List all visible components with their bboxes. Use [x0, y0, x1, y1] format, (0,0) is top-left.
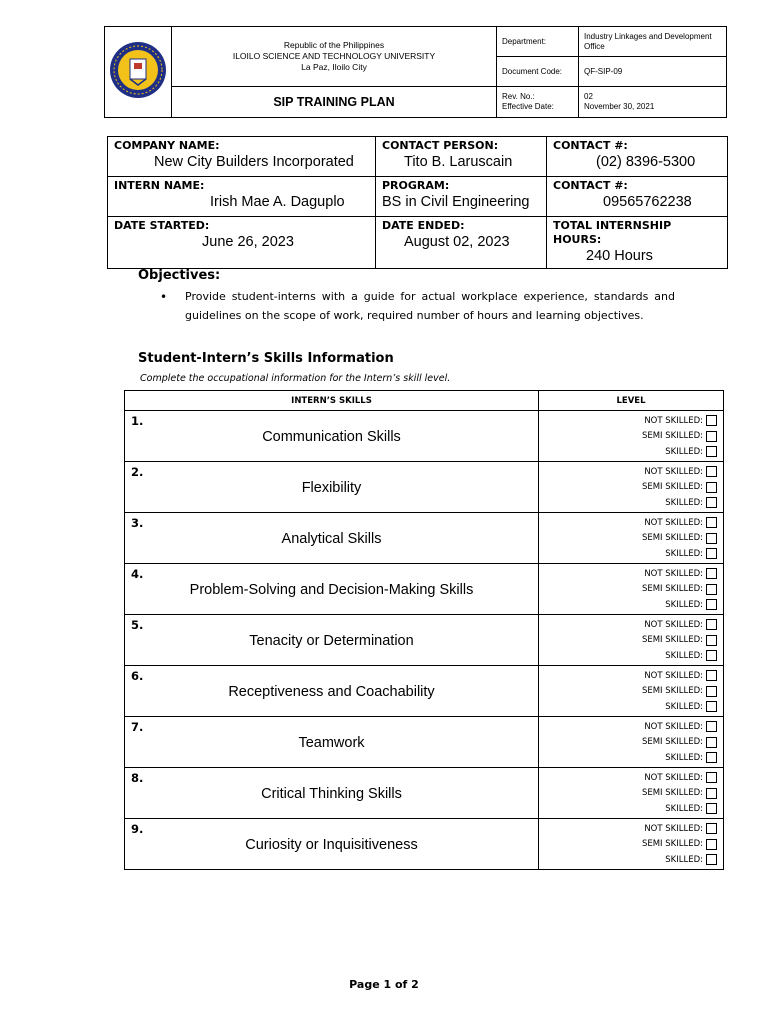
effective-date-label: Effective Date:	[502, 102, 554, 111]
level-label: SEMI SKILLED:	[641, 584, 703, 595]
objectives-title: Objectives:	[138, 268, 221, 283]
contact2-value[interactable]: 09565762238	[603, 194, 692, 210]
skill-cell	[125, 564, 539, 615]
skilled-checkbox[interactable]	[706, 650, 717, 661]
skill-cell	[125, 768, 539, 819]
semi-skilled-checkbox[interactable]	[706, 533, 717, 544]
level-label: NOT SKILLED:	[644, 517, 703, 528]
skilled-checkbox[interactable]	[706, 752, 717, 763]
semi-skilled-checkbox[interactable]	[706, 686, 717, 697]
level-cell	[539, 717, 724, 768]
skilled-checkbox[interactable]	[706, 497, 717, 508]
level-option-semi-skilled	[539, 582, 717, 598]
level-label: NOT SKILLED:	[644, 415, 703, 426]
skill-cell	[125, 513, 539, 564]
date-started-value[interactable]: June 26, 2023	[202, 234, 294, 250]
level-option-not-skilled	[539, 464, 717, 480]
skill-name: Communication Skills	[262, 428, 401, 445]
objective-item: • Provide student-interns with a guide for actual workplace experience, standards and guidelines on the scope of work, required number of hours and learning objectives.	[160, 288, 675, 325]
intern-cell	[108, 177, 376, 217]
university-name: ILOILO SCIENCE AND TECHNOLOGY UNIVERSITY	[232, 51, 436, 61]
skilled-checkbox[interactable]	[706, 701, 717, 712]
skill-row	[125, 462, 724, 513]
page-number: Page 1 of 2	[349, 978, 419, 991]
contact-person-label: CONTACT PERSON:	[382, 139, 499, 152]
level-cell	[539, 768, 724, 819]
level-option-skilled	[539, 750, 717, 766]
total-hours-value[interactable]: 240 Hours	[586, 248, 653, 264]
level-option-not-skilled	[539, 719, 717, 735]
level-option-semi-skilled	[539, 786, 717, 802]
skill-cell	[125, 819, 539, 870]
semi-skilled-checkbox[interactable]	[706, 737, 717, 748]
form-title: SIP TRAINING PLAN	[172, 87, 497, 118]
semi-skilled-checkbox[interactable]	[706, 482, 717, 493]
level-option-not-skilled	[539, 821, 717, 837]
level-cell	[539, 666, 724, 717]
level-label: SEMI SKILLED:	[641, 533, 703, 544]
date-started-label: DATE STARTED:	[114, 219, 210, 232]
level-option-skilled	[539, 546, 717, 562]
rev-label: Rev. No.:	[502, 92, 535, 101]
level-option-skilled	[539, 444, 717, 460]
skill-number: 3.	[131, 516, 144, 530]
level-label: SEMI SKILLED:	[641, 788, 703, 799]
republic-text: Republic of the Philippines	[283, 40, 385, 50]
skill-number: 6.	[131, 669, 144, 683]
skill-name: Receptiveness and Coachability	[228, 683, 435, 700]
semi-skilled-checkbox[interactable]	[706, 839, 717, 850]
not-skilled-checkbox[interactable]	[706, 721, 717, 732]
skill-row	[125, 666, 724, 717]
intern-value[interactable]: Irish Mae A. Daguplo	[210, 194, 345, 210]
skilled-checkbox[interactable]	[706, 548, 717, 559]
level-option-skilled	[539, 597, 717, 613]
skills-section-title: Student-Intern’s Skills Information	[138, 351, 394, 366]
logo-cell	[105, 27, 172, 118]
level-label: SEMI SKILLED:	[641, 839, 703, 850]
company-cell	[108, 137, 376, 177]
skill-row	[125, 564, 724, 615]
level-option-semi-skilled	[539, 837, 717, 853]
contact-person-cell	[376, 137, 547, 177]
level-option-semi-skilled	[539, 684, 717, 700]
semi-skilled-checkbox[interactable]	[706, 431, 717, 442]
skilled-checkbox[interactable]	[706, 446, 717, 457]
level-cell	[539, 819, 724, 870]
level-option-not-skilled	[539, 668, 717, 684]
level-label: SKILLED:	[665, 752, 703, 763]
level-option-not-skilled	[539, 515, 717, 531]
university-address: La Paz, Iloilo City	[301, 62, 367, 72]
level-option-skilled	[539, 699, 717, 715]
objectives-list	[160, 288, 675, 325]
skill-cell	[125, 717, 539, 768]
skills-rows	[125, 411, 724, 870]
skill-name: Teamwork	[298, 734, 365, 751]
level-label: SKILLED:	[665, 599, 703, 610]
not-skilled-checkbox[interactable]	[706, 823, 717, 834]
skill-name: Critical Thinking Skills	[261, 785, 402, 802]
skills-column-header: INTERN’S SKILLS	[125, 391, 539, 411]
skill-row	[125, 768, 724, 819]
level-option-not-skilled	[539, 413, 717, 429]
skill-number: 1.	[131, 414, 144, 428]
level-option-skilled	[539, 495, 717, 511]
department-value: Industry Linkages and Development Office	[579, 27, 727, 57]
contact2-cell	[547, 177, 728, 217]
date-started-cell	[108, 217, 376, 269]
level-cell	[539, 513, 724, 564]
rev-effective-labels	[497, 87, 579, 118]
skill-row	[125, 513, 724, 564]
skill-number: 2.	[131, 465, 144, 479]
skill-row	[125, 615, 724, 666]
level-option-not-skilled	[539, 566, 717, 582]
level-label: SEMI SKILLED:	[641, 737, 703, 748]
level-option-semi-skilled	[539, 429, 717, 445]
contact1-value[interactable]: (02) 8396-5300	[596, 154, 696, 170]
level-option-skilled	[539, 852, 717, 868]
skill-cell	[125, 615, 539, 666]
level-label: NOT SKILLED:	[644, 823, 703, 834]
document-code-label: Document Code:	[497, 57, 579, 87]
level-label: SKILLED:	[665, 650, 703, 661]
program-value[interactable]: BS in Civil Engineering	[382, 194, 530, 210]
semi-skilled-checkbox[interactable]	[706, 584, 717, 595]
level-label: SKILLED:	[665, 701, 703, 712]
level-label: SKILLED:	[665, 497, 703, 508]
not-skilled-checkbox[interactable]	[706, 772, 717, 783]
skill-name: Analytical Skills	[281, 530, 382, 547]
level-option-semi-skilled	[539, 735, 717, 751]
level-column-header: LEVEL	[539, 391, 724, 411]
company-value[interactable]: New City Builders Incorporated	[154, 154, 354, 170]
level-label: SEMI SKILLED:	[641, 686, 703, 697]
skill-name: Tenacity or Determination	[249, 632, 414, 649]
rev-effective-values	[579, 87, 727, 118]
skill-name: Problem-Solving and Decision-Making Skills	[189, 581, 474, 598]
level-cell	[539, 462, 724, 513]
level-label: NOT SKILLED:	[644, 721, 703, 732]
level-option-not-skilled	[539, 617, 717, 633]
semi-skilled-checkbox[interactable]	[706, 635, 717, 646]
university-block	[172, 27, 497, 87]
skilled-checkbox[interactable]	[706, 854, 717, 865]
skilled-checkbox[interactable]	[706, 599, 717, 610]
level-cell	[539, 411, 724, 462]
level-cell	[539, 564, 724, 615]
skill-number: 7.	[131, 720, 144, 734]
level-label: SEMI SKILLED:	[641, 482, 703, 493]
semi-skilled-checkbox[interactable]	[706, 788, 717, 799]
level-option-skilled	[539, 801, 717, 817]
level-label: NOT SKILLED:	[644, 772, 703, 783]
level-label: SKILLED:	[665, 446, 703, 457]
skill-cell	[125, 666, 539, 717]
not-skilled-checkbox[interactable]	[706, 517, 717, 528]
total-hours-cell	[547, 217, 728, 269]
level-label: NOT SKILLED:	[644, 619, 703, 630]
contact1-cell	[547, 137, 728, 177]
not-skilled-checkbox[interactable]	[706, 670, 717, 681]
contact1-label: CONTACT #:	[553, 139, 628, 152]
skill-cell	[125, 411, 539, 462]
total-hours-label: TOTAL INTERNSHIP HOURS:	[553, 219, 672, 246]
effective-date-value: November 30, 2021	[584, 102, 655, 111]
skill-row	[125, 717, 724, 768]
level-label: SKILLED:	[665, 803, 703, 814]
level-label: SEMI SKILLED:	[641, 431, 703, 442]
company-label: COMPANY NAME:	[114, 139, 220, 152]
skills-instruction: Complete the occupational information for the Intern’s skill level.	[140, 373, 451, 384]
not-skilled-checkbox[interactable]	[706, 466, 717, 477]
intern-info-table	[107, 136, 728, 269]
level-label: NOT SKILLED:	[644, 568, 703, 579]
date-ended-cell	[376, 217, 547, 269]
skill-number: 5.	[131, 618, 144, 632]
level-option-semi-skilled	[539, 480, 717, 496]
program-label: PROGRAM:	[382, 179, 450, 192]
not-skilled-checkbox[interactable]	[706, 415, 717, 426]
skill-row	[125, 819, 724, 870]
level-label: SKILLED:	[665, 548, 703, 559]
department-label: Department:	[497, 27, 579, 57]
date-ended-label: DATE ENDED:	[382, 219, 465, 232]
not-skilled-checkbox[interactable]	[706, 619, 717, 630]
university-seal-icon	[108, 40, 168, 100]
skilled-checkbox[interactable]	[706, 803, 717, 814]
skill-row	[125, 411, 724, 462]
level-option-skilled	[539, 648, 717, 664]
program-cell	[376, 177, 547, 217]
skill-number: 8.	[131, 771, 144, 785]
skills-table	[124, 390, 724, 870]
rev-value: 02	[584, 92, 593, 101]
contact2-label: CONTACT #:	[553, 179, 628, 192]
document-code-value: QF-SIP-09	[579, 57, 727, 87]
level-cell	[539, 615, 724, 666]
skill-number: 4.	[131, 567, 144, 581]
skill-cell	[125, 462, 539, 513]
not-skilled-checkbox[interactable]	[706, 568, 717, 579]
level-label: NOT SKILLED:	[644, 466, 703, 477]
level-label: SKILLED:	[665, 854, 703, 865]
level-label: SEMI SKILLED:	[641, 635, 703, 646]
skill-name: Curiosity or Inquisitiveness	[245, 836, 418, 853]
skill-name: Flexibility	[301, 479, 362, 496]
level-option-not-skilled	[539, 770, 717, 786]
date-ended-value[interactable]: August 02, 2023	[404, 234, 510, 250]
level-label: NOT SKILLED:	[644, 670, 703, 681]
level-option-semi-skilled	[539, 633, 717, 649]
level-option-semi-skilled	[539, 531, 717, 547]
skill-number: 9.	[131, 822, 144, 836]
contact-person-value[interactable]: Tito B. Laruscain	[404, 154, 513, 170]
document-header	[104, 26, 727, 118]
intern-label: INTERN NAME:	[114, 179, 205, 192]
